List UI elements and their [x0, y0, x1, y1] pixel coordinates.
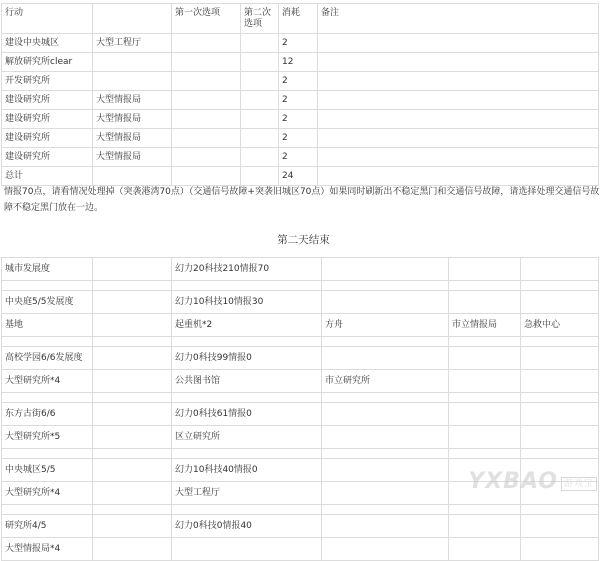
table-cell: 方舟	[322, 314, 449, 337]
table-cell: 幻力0科技0情报40	[172, 515, 322, 538]
table-spacer-cell	[521, 393, 599, 403]
table-cell: 大型情报局	[93, 110, 172, 129]
table-cell: 高校学园6/6发展度	[2, 347, 93, 370]
table-cell	[449, 291, 521, 314]
table-spacer-cell	[93, 337, 172, 347]
table-cell	[318, 53, 599, 72]
table-cell	[93, 167, 172, 186]
table-cell: 城市发展度	[2, 258, 93, 281]
table-cell	[318, 72, 599, 91]
table-cell: 幻力0科技61情报0	[172, 403, 322, 426]
table-header-cell	[93, 4, 172, 34]
table-cell	[449, 426, 521, 449]
table-cell	[241, 34, 279, 53]
table-cell: 2	[279, 148, 318, 167]
table-cell: 12	[279, 53, 318, 72]
table-spacer-cell	[2, 337, 93, 347]
table-cell	[449, 347, 521, 370]
table-cell: 建设研究所	[2, 110, 93, 129]
table-cell	[241, 91, 279, 110]
table-row	[2, 370, 599, 393]
table-cell	[322, 515, 449, 538]
table-cell	[93, 370, 172, 393]
table-cell: 大型情报局	[93, 91, 172, 110]
table-spacer-cell	[2, 393, 93, 403]
table-spacer-cell	[172, 393, 322, 403]
table-spacer-cell	[2, 281, 93, 291]
table-cell	[172, 34, 241, 53]
table-cell: 幻力10科技40情报0	[172, 459, 322, 482]
table-cell: 中央城区5/5	[2, 459, 93, 482]
table-cell	[521, 515, 599, 538]
table-cell	[521, 291, 599, 314]
table-cell	[241, 129, 279, 148]
table-cell	[322, 538, 449, 561]
table-cell	[241, 72, 279, 91]
note-paragraph: 情报70点，请看情况处理掉（突袭港湾70点）（交通信号故障+突袭旧城区70点）如果同时刷新出不稳定黑门和交通信号故障，请选择处理交通信号故障不稳定黑门放在一边。	[4, 187, 600, 213]
table-row	[2, 314, 599, 337]
table-cell	[449, 370, 521, 393]
table-spacer-cell	[449, 337, 521, 347]
table-cell	[93, 403, 172, 426]
table-cell: 24	[279, 167, 318, 186]
table-cell: 大型研究所*5	[2, 426, 93, 449]
table-cell	[322, 482, 449, 505]
table-row	[2, 258, 599, 281]
table-cell	[318, 129, 599, 148]
table-cell	[449, 258, 521, 281]
table-cell	[521, 538, 599, 561]
table-cell: 2	[279, 129, 318, 148]
table-spacer-cell	[93, 281, 172, 291]
table-spacer-cell	[449, 449, 521, 459]
table-row	[2, 72, 599, 91]
table-cell	[449, 403, 521, 426]
table-row	[2, 53, 599, 72]
table-cell: 建设研究所	[2, 148, 93, 167]
table-cell	[449, 515, 521, 538]
table-spacer-cell	[521, 505, 599, 515]
table-cell	[93, 426, 172, 449]
table-cell: 2	[279, 72, 318, 91]
table-spacer-row	[2, 281, 599, 291]
table-cell	[318, 167, 599, 186]
table-cell: 区立研究所	[172, 426, 322, 449]
table-row	[2, 347, 599, 370]
watermark-sub: 游戏宝	[561, 477, 597, 491]
table-cell: 基地	[2, 314, 93, 337]
table-cell	[241, 167, 279, 186]
table-cell	[322, 403, 449, 426]
table-cell: 建设研究所	[2, 91, 93, 110]
table-cell	[93, 258, 172, 281]
table-cell	[93, 347, 172, 370]
table-spacer-cell	[172, 449, 322, 459]
table-header-cell: 行动	[2, 4, 93, 34]
table-header-cell: 消耗	[279, 4, 318, 34]
table-cell	[93, 53, 172, 72]
table-cell: 研究所4/5	[2, 515, 93, 538]
table-cell	[449, 538, 521, 561]
table-row	[2, 110, 599, 129]
table-spacer-cell	[2, 505, 93, 515]
table-spacer-row	[2, 393, 599, 403]
table-spacer-cell	[322, 337, 449, 347]
table-cell	[93, 72, 172, 91]
table-header-row	[2, 4, 599, 34]
table-cell	[521, 426, 599, 449]
table-cell: 市立情报局	[449, 314, 521, 337]
table-cell: 解放研究所clear	[2, 53, 93, 72]
table-cell	[318, 91, 599, 110]
table-cell	[318, 110, 599, 129]
table-spacer-row	[2, 449, 599, 459]
table-cell: 中央庭5/5发展度	[2, 291, 93, 314]
table-spacer-cell	[322, 505, 449, 515]
table-cell	[322, 426, 449, 449]
table-cell: 建设研究所	[2, 129, 93, 148]
table-spacer-cell	[322, 281, 449, 291]
site-watermark	[468, 469, 597, 494]
table-cell	[172, 53, 241, 72]
watermark-brand: YXBAO	[468, 469, 558, 494]
table-spacer-cell	[521, 281, 599, 291]
table-cell	[93, 291, 172, 314]
table-cell	[93, 538, 172, 561]
table-cell: 公共图书馆	[172, 370, 322, 393]
table-row	[2, 129, 599, 148]
table-spacer-cell	[93, 449, 172, 459]
table-spacer-cell	[449, 281, 521, 291]
table-cell: 开发研究所	[2, 72, 93, 91]
table-row	[2, 426, 599, 449]
table-spacer-cell	[521, 337, 599, 347]
table-cell	[521, 403, 599, 426]
table-cell: 大型情报局	[93, 129, 172, 148]
table-cell	[322, 258, 449, 281]
table-row	[2, 167, 599, 186]
table-cell	[521, 258, 599, 281]
table-cell	[241, 148, 279, 167]
table-cell: 大型工程厅	[172, 482, 322, 505]
table-cell: 东方古街6/6	[2, 403, 93, 426]
action-table	[1, 3, 599, 186]
table-row	[2, 538, 599, 561]
development-table	[1, 257, 599, 561]
table-cell: 大型情报局*4	[2, 538, 93, 561]
table-spacer-cell	[322, 393, 449, 403]
table-spacer-cell	[93, 505, 172, 515]
table-cell	[322, 347, 449, 370]
table-cell: 2	[279, 34, 318, 53]
table-header-cell: 备注	[318, 4, 599, 34]
table-cell	[322, 291, 449, 314]
table-cell: 大型工程厅	[93, 34, 172, 53]
table-cell: 起重机*2	[172, 314, 322, 337]
table-cell	[521, 370, 599, 393]
table-cell	[93, 482, 172, 505]
table-cell: 幻力10科技10情报30	[172, 291, 322, 314]
table-cell	[93, 515, 172, 538]
table-spacer-cell	[521, 449, 599, 459]
table-spacer-row	[2, 337, 599, 347]
table-row	[2, 291, 599, 314]
table-spacer-cell	[172, 281, 322, 291]
table-header-cell: 第二次 选项	[241, 4, 279, 34]
table-cell	[318, 148, 599, 167]
table-spacer-cell	[172, 505, 322, 515]
table-row	[2, 34, 599, 53]
table-cell	[172, 148, 241, 167]
table-cell	[172, 110, 241, 129]
table-spacer-cell	[2, 449, 93, 459]
table-cell	[172, 72, 241, 91]
table-cell	[172, 129, 241, 148]
table-cell: 2	[279, 91, 318, 110]
table-cell	[521, 347, 599, 370]
table-cell: 总计	[2, 167, 93, 186]
table-cell: 大型研究所*4	[2, 370, 93, 393]
table-cell: 市立研究所	[322, 370, 449, 393]
table-spacer-cell	[322, 449, 449, 459]
table-row	[2, 148, 599, 167]
table-cell: 建设中央城区	[2, 34, 93, 53]
table-spacer-cell	[172, 337, 322, 347]
table-cell	[172, 167, 241, 186]
section-title: 第二天结束	[277, 234, 330, 246]
table-cell	[241, 110, 279, 129]
table-cell	[93, 314, 172, 337]
table-spacer-cell	[449, 393, 521, 403]
table-header-cell: 第一次选项	[172, 4, 241, 34]
table-cell: 幻力20科技210情报70	[172, 258, 322, 281]
table-cell	[241, 53, 279, 72]
table-cell: 大型情报局	[93, 148, 172, 167]
table-cell	[172, 538, 322, 561]
table-spacer-cell	[449, 505, 521, 515]
table-cell	[322, 459, 449, 482]
table-row	[2, 91, 599, 110]
table-cell: 幻力0科技99情报0	[172, 347, 322, 370]
table-cell: 大型研究所*4	[2, 482, 93, 505]
table-cell	[318, 34, 599, 53]
table-spacer-row	[2, 505, 599, 515]
table-cell: 急救中心	[521, 314, 599, 337]
table-cell	[93, 459, 172, 482]
table-spacer-cell	[93, 393, 172, 403]
table-row	[2, 515, 599, 538]
table-cell: 2	[279, 110, 318, 129]
table-row	[2, 403, 599, 426]
table-cell	[172, 91, 241, 110]
